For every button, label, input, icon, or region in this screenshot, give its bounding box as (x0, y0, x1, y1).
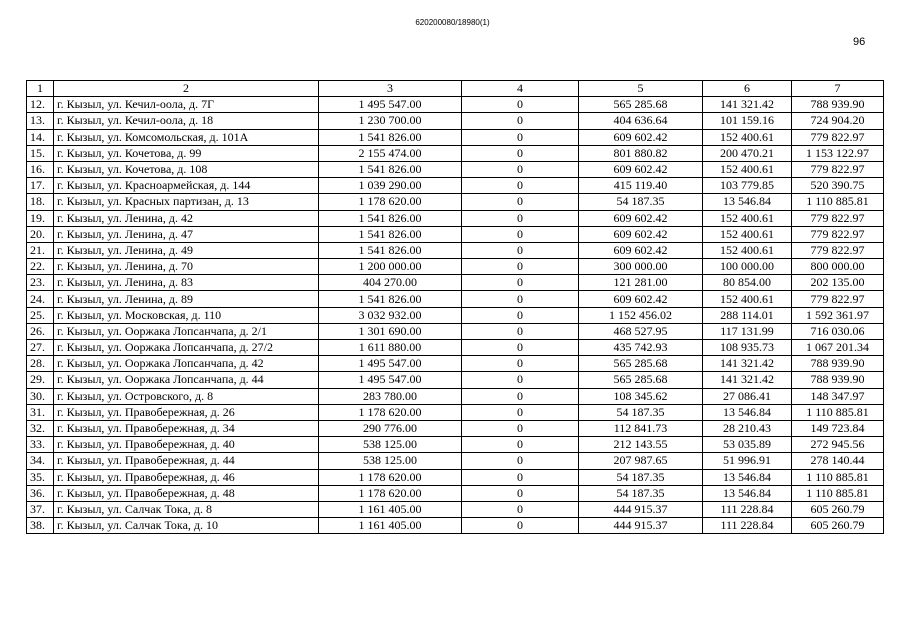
col4-cell: 0 (462, 291, 579, 307)
col7-cell: 788 939.90 (792, 97, 884, 113)
address-cell: г. Кызыл, ул. Ленина, д. 83 (54, 275, 319, 291)
document-id: 620200080/18980(1) (415, 18, 490, 27)
col5-cell: 54 187.35 (579, 404, 703, 420)
col4-cell: 0 (462, 501, 579, 517)
col4-cell: 0 (462, 453, 579, 469)
row-number-cell: 16. (27, 161, 54, 177)
header-cell: 4 (462, 81, 579, 97)
col6-cell: 13 546.84 (703, 485, 792, 501)
col7-cell: 1 110 885.81 (792, 194, 884, 210)
address-cell: г. Кызыл, ул. Ленина, д. 70 (54, 259, 319, 275)
col4-cell: 0 (462, 469, 579, 485)
col4-cell: 0 (462, 388, 579, 404)
col3-cell: 1 178 620.00 (319, 469, 462, 485)
col5-cell: 444 915.37 (579, 518, 703, 534)
col3-cell: 538 125.00 (319, 437, 462, 453)
address-cell: г. Кызыл, ул. Правобережная, д. 46 (54, 469, 319, 485)
col4-cell: 0 (462, 372, 579, 388)
address-cell: г. Кызыл, ул. Кечил-оола, д. 18 (54, 113, 319, 129)
col6-cell: 200 470.21 (703, 145, 792, 161)
row-number-cell: 29. (27, 372, 54, 388)
address-cell: г. Кызыл, ул. Правобережная, д. 34 (54, 420, 319, 436)
address-cell: г. Кызыл, ул. Ооржака Лопсанчапа, д. 42 (54, 356, 319, 372)
col3-cell: 2 155 474.00 (319, 145, 462, 161)
table-row (27, 178, 884, 194)
col3-cell: 404 270.00 (319, 275, 462, 291)
row-number-cell: 24. (27, 291, 54, 307)
table-row (27, 113, 884, 129)
address-cell: г. Кызыл, ул. Салчак Тока, д. 8 (54, 501, 319, 517)
col5-cell: 609 602.42 (579, 161, 703, 177)
row-number-cell: 34. (27, 453, 54, 469)
col7-cell: 1 110 885.81 (792, 404, 884, 420)
col7-cell: 1 067 201.34 (792, 340, 884, 356)
col4-cell: 0 (462, 194, 579, 210)
col6-cell: 103 779.85 (703, 178, 792, 194)
col3-cell: 1 230 700.00 (319, 113, 462, 129)
address-cell: г. Кызыл, ул. Ооржака Лопсанчапа, д. 2/1 (54, 323, 319, 339)
table-body (27, 81, 884, 534)
col7-cell: 716 030.06 (792, 323, 884, 339)
col5-cell: 609 602.42 (579, 291, 703, 307)
col3-cell: 1 611 880.00 (319, 340, 462, 356)
table-row (27, 388, 884, 404)
row-number-cell: 27. (27, 340, 54, 356)
col5-cell: 54 187.35 (579, 194, 703, 210)
table-row (27, 420, 884, 436)
col7-cell: 724 904.20 (792, 113, 884, 129)
col3-cell: 538 125.00 (319, 453, 462, 469)
table-row (27, 469, 884, 485)
col6-cell: 53 035.89 (703, 437, 792, 453)
table-row (27, 291, 884, 307)
col7-cell: 1 153 122.97 (792, 145, 884, 161)
col5-cell: 565 285.68 (579, 97, 703, 113)
col4-cell: 0 (462, 518, 579, 534)
col4-cell: 0 (462, 113, 579, 129)
address-cell: г. Кызыл, ул. Красных партизан, д. 13 (54, 194, 319, 210)
col5-cell: 565 285.68 (579, 372, 703, 388)
col5-cell: 435 742.93 (579, 340, 703, 356)
row-number-cell: 23. (27, 275, 54, 291)
col4-cell: 0 (462, 210, 579, 226)
row-number-cell: 26. (27, 323, 54, 339)
col5-cell: 801 880.82 (579, 145, 703, 161)
table-row (27, 307, 884, 323)
col5-cell: 1 152 456.02 (579, 307, 703, 323)
col7-cell: 1 592 361.97 (792, 307, 884, 323)
address-cell: г. Кызыл, ул. Ооржака Лопсанчапа, д. 27/2 (54, 340, 319, 356)
col3-cell: 1 541 826.00 (319, 129, 462, 145)
col6-cell: 13 546.84 (703, 469, 792, 485)
address-cell: г. Кызыл, ул. Кечил-оола, д. 7Г (54, 97, 319, 113)
address-cell: г. Кызыл, ул. Правобережная, д. 40 (54, 437, 319, 453)
col6-cell: 152 400.61 (703, 291, 792, 307)
header-cell: 2 (54, 81, 319, 97)
col7-cell: 779 822.97 (792, 242, 884, 258)
col6-cell: 152 400.61 (703, 161, 792, 177)
col7-cell: 779 822.97 (792, 210, 884, 226)
address-cell: г. Кызыл, ул. Салчак Тока, д. 10 (54, 518, 319, 534)
col3-cell: 1 541 826.00 (319, 242, 462, 258)
col5-cell: 121 281.00 (579, 275, 703, 291)
table-row (27, 340, 884, 356)
row-number-cell: 20. (27, 226, 54, 242)
row-number-cell: 37. (27, 501, 54, 517)
row-number-cell: 14. (27, 129, 54, 145)
col5-cell: 444 915.37 (579, 501, 703, 517)
col4-cell: 0 (462, 307, 579, 323)
col7-cell: 800 000.00 (792, 259, 884, 275)
col7-cell: 1 110 885.81 (792, 485, 884, 501)
col3-cell: 1 161 405.00 (319, 501, 462, 517)
col7-cell: 779 822.97 (792, 291, 884, 307)
row-number-cell: 15. (27, 145, 54, 161)
col6-cell: 152 400.61 (703, 129, 792, 145)
address-cell: г. Кызыл, ул. Правобережная, д. 44 (54, 453, 319, 469)
col3-cell: 1 541 826.00 (319, 161, 462, 177)
row-number-cell: 30. (27, 388, 54, 404)
col6-cell: 101 159.16 (703, 113, 792, 129)
col7-cell: 202 135.00 (792, 275, 884, 291)
col4-cell: 0 (462, 275, 579, 291)
col5-cell: 108 345.62 (579, 388, 703, 404)
col4-cell: 0 (462, 356, 579, 372)
col5-cell: 468 527.95 (579, 323, 703, 339)
col6-cell: 141 321.42 (703, 97, 792, 113)
table-row (27, 194, 884, 210)
col4-cell: 0 (462, 178, 579, 194)
col7-cell: 788 939.90 (792, 372, 884, 388)
col3-cell: 1 541 826.00 (319, 226, 462, 242)
address-cell: г. Кызыл, ул. Островского, д. 8 (54, 388, 319, 404)
col6-cell: 141 321.42 (703, 356, 792, 372)
col4-cell: 0 (462, 226, 579, 242)
col4-cell: 0 (462, 437, 579, 453)
col7-cell: 779 822.97 (792, 161, 884, 177)
address-cell: г. Кызыл, ул. Ленина, д. 42 (54, 210, 319, 226)
col5-cell: 609 602.42 (579, 210, 703, 226)
table-row (27, 372, 884, 388)
col4-cell: 0 (462, 242, 579, 258)
col6-cell: 141 321.42 (703, 372, 792, 388)
table-row (27, 404, 884, 420)
header-cell: 1 (27, 81, 54, 97)
header-cell: 3 (319, 81, 462, 97)
col5-cell: 404 636.64 (579, 113, 703, 129)
row-number-cell: 32. (27, 420, 54, 436)
col3-cell: 1 200 000.00 (319, 259, 462, 275)
address-cell: г. Кызыл, ул. Ленина, д. 49 (54, 242, 319, 258)
col4-cell: 0 (462, 97, 579, 113)
address-cell: г. Кызыл, ул. Правобережная, д. 48 (54, 485, 319, 501)
col7-cell: 779 822.97 (792, 226, 884, 242)
row-number-cell: 33. (27, 437, 54, 453)
col5-cell: 415 119.40 (579, 178, 703, 194)
header-cell: 6 (703, 81, 792, 97)
table-row (27, 226, 884, 242)
address-cell: г. Кызыл, ул. Ооржака Лопсанчапа, д. 44 (54, 372, 319, 388)
col3-cell: 1 161 405.00 (319, 518, 462, 534)
table-row (27, 97, 884, 113)
col3-cell: 1 039 290.00 (319, 178, 462, 194)
row-number-cell: 35. (27, 469, 54, 485)
row-number-cell: 19. (27, 210, 54, 226)
row-number-cell: 12. (27, 97, 54, 113)
table-row (27, 145, 884, 161)
col6-cell: 28 210.43 (703, 420, 792, 436)
col6-cell: 111 228.84 (703, 518, 792, 534)
col5-cell: 609 602.42 (579, 129, 703, 145)
col6-cell: 108 935.73 (703, 340, 792, 356)
col5-cell: 54 187.35 (579, 469, 703, 485)
col6-cell: 13 546.84 (703, 194, 792, 210)
row-number-cell: 25. (27, 307, 54, 323)
table-row (27, 518, 884, 534)
table-row (27, 485, 884, 501)
page-number: 96 (853, 36, 866, 48)
col7-cell: 779 822.97 (792, 129, 884, 145)
table-row (27, 210, 884, 226)
row-number-cell: 18. (27, 194, 54, 210)
table-row (27, 437, 884, 453)
row-number-cell: 22. (27, 259, 54, 275)
col6-cell: 288 114.01 (703, 307, 792, 323)
col3-cell: 3 032 932.00 (319, 307, 462, 323)
data-table (26, 80, 884, 534)
col4-cell: 0 (462, 485, 579, 501)
col7-cell: 148 347.97 (792, 388, 884, 404)
header-cell: 5 (579, 81, 703, 97)
col7-cell: 149 723.84 (792, 420, 884, 436)
col6-cell: 27 086.41 (703, 388, 792, 404)
address-cell: г. Кызыл, ул. Кочетова, д. 108 (54, 161, 319, 177)
col3-cell: 1 495 547.00 (319, 372, 462, 388)
row-number-cell: 31. (27, 404, 54, 420)
table-row (27, 323, 884, 339)
table-row (27, 129, 884, 145)
col7-cell: 272 945.56 (792, 437, 884, 453)
col4-cell: 0 (462, 161, 579, 177)
col5-cell: 54 187.35 (579, 485, 703, 501)
address-cell: г. Кызыл, ул. Ленина, д. 89 (54, 291, 319, 307)
col6-cell: 111 228.84 (703, 501, 792, 517)
col4-cell: 0 (462, 129, 579, 145)
col3-cell: 1 178 620.00 (319, 404, 462, 420)
col7-cell: 605 260.79 (792, 518, 884, 534)
col5-cell: 609 602.42 (579, 242, 703, 258)
col7-cell: 278 140.44 (792, 453, 884, 469)
col4-cell: 0 (462, 404, 579, 420)
col3-cell: 283 780.00 (319, 388, 462, 404)
col3-cell: 1 495 547.00 (319, 97, 462, 113)
col5-cell: 212 143.55 (579, 437, 703, 453)
col6-cell: 80 854.00 (703, 275, 792, 291)
col4-cell: 0 (462, 340, 579, 356)
col7-cell: 605 260.79 (792, 501, 884, 517)
row-number-cell: 13. (27, 113, 54, 129)
address-cell: г. Кызыл, ул. Правобережная, д. 26 (54, 404, 319, 420)
col6-cell: 117 131.99 (703, 323, 792, 339)
table-row (27, 161, 884, 177)
col4-cell: 0 (462, 323, 579, 339)
table-row (27, 453, 884, 469)
col6-cell: 13 546.84 (703, 404, 792, 420)
address-cell: г. Кызыл, ул. Московская, д. 110 (54, 307, 319, 323)
col5-cell: 207 987.65 (579, 453, 703, 469)
table-header-row (27, 81, 884, 97)
col7-cell: 788 939.90 (792, 356, 884, 372)
address-cell: г. Кызыл, ул. Красноармейская, д. 144 (54, 178, 319, 194)
col4-cell: 0 (462, 259, 579, 275)
row-number-cell: 28. (27, 356, 54, 372)
col5-cell: 609 602.42 (579, 226, 703, 242)
col5-cell: 300 000.00 (579, 259, 703, 275)
table-row (27, 356, 884, 372)
table-row (27, 242, 884, 258)
col5-cell: 112 841.73 (579, 420, 703, 436)
address-cell: г. Кызыл, ул. Ленина, д. 47 (54, 226, 319, 242)
row-number-cell: 17. (27, 178, 54, 194)
table-row (27, 259, 884, 275)
col3-cell: 1 541 826.00 (319, 291, 462, 307)
col3-cell: 290 776.00 (319, 420, 462, 436)
col3-cell: 1 178 620.00 (319, 485, 462, 501)
col6-cell: 152 400.61 (703, 226, 792, 242)
col4-cell: 0 (462, 420, 579, 436)
col3-cell: 1 541 826.00 (319, 210, 462, 226)
col7-cell: 1 110 885.81 (792, 469, 884, 485)
table-row (27, 275, 884, 291)
col5-cell: 565 285.68 (579, 356, 703, 372)
col7-cell: 520 390.75 (792, 178, 884, 194)
col6-cell: 152 400.61 (703, 210, 792, 226)
col3-cell: 1 178 620.00 (319, 194, 462, 210)
col3-cell: 1 301 690.00 (319, 323, 462, 339)
row-number-cell: 38. (27, 518, 54, 534)
col4-cell: 0 (462, 145, 579, 161)
col6-cell: 100 000.00 (703, 259, 792, 275)
col6-cell: 152 400.61 (703, 242, 792, 258)
header-cell: 7 (792, 81, 884, 97)
col6-cell: 51 996.91 (703, 453, 792, 469)
row-number-cell: 21. (27, 242, 54, 258)
col3-cell: 1 495 547.00 (319, 356, 462, 372)
address-cell: г. Кызыл, ул. Кочетова, д. 99 (54, 145, 319, 161)
address-cell: г. Кызыл, ул. Комсомольская, д. 101А (54, 129, 319, 145)
row-number-cell: 36. (27, 485, 54, 501)
table-row (27, 501, 884, 517)
